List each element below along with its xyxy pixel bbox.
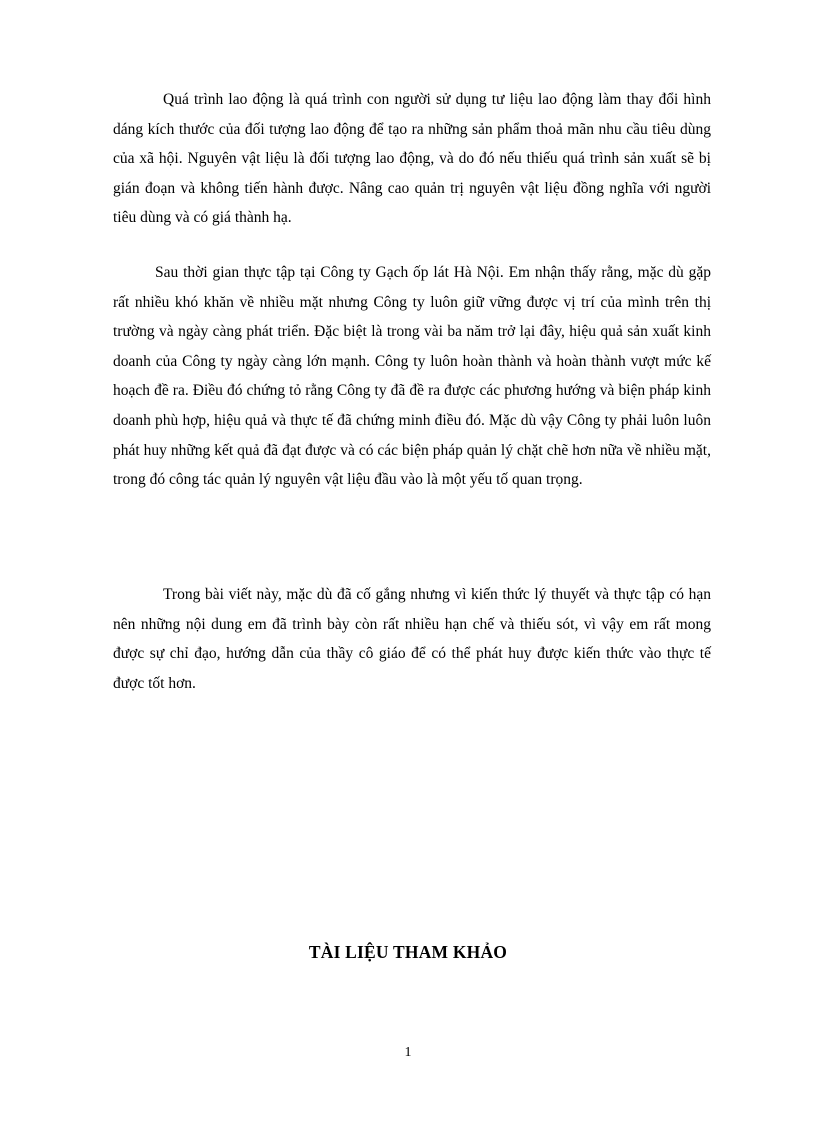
- paragraph-closing-remarks: Trong bài viết này, mặc dù đã cố gắng nhưng vì kiến thức lý thuyết và thực tập có hạn nên những nội dung em đã trình bày còn rất nhiều hạn chế và thiếu sót, vì vậy em rất mong được sự chỉ đạo, hướng dẫn của thầy cô giáo để có thể phát huy được kiến thức vào thực tế được tốt hơn.: [113, 586, 711, 692]
- page-number: 1: [404, 1045, 412, 1060]
- paragraph-labor-process: Quá trình lao động là quá trình con người sử dụng tư liệu lao động làm thay đổi hình dáng kích thước của đối tượng lao động để tạo ra những sản phẩm thoả mãn nhu cầu tiêu dùng của xã hội. Nguyên vật liệu là đối tượng lao động, và do đó nếu thiếu quá trình sản xuất sẽ bị gián đoạn và không tiến hành được. Nâng cao quản trị nguyên vật liệu đồng nghĩa với người tiêu dùng và có giá thành hạ.: [113, 91, 711, 227]
- references-heading: TÀI LIỆU THAM KHẢO: [308, 942, 508, 962]
- paragraph-internship-findings: Sau thời gian thực tập tại Công ty Gạch ốp lát Hà Nội. Em nhận thấy rằng, mặc dù gặp rất nhiều khó khăn về nhiều mặt nhưng Công ty luôn giữ vững được vị trí của mình trên thị trường và ngày càng phát triển. Đặc biệt là trong vài ba năm trở lại đây, hiệu quả sản xuất kinh doanh của Công ty ngày càng lớn mạnh. Công ty luôn hoàn thành và hoàn thành vượt mức kế hoạch đề ra. Điều đó chứng tỏ rằng Công ty đã đề ra được các phương hướng và biện pháp kinh doanh phù hợp, hiệu quả và thực tế đã chứng minh điều đó. Mặc dù vậy Công ty phải luôn luôn phát huy những kết quả đã đạt được và có các biện pháp quản lý chặt chẽ hơn nữa về nhiều mặt, trong đó công tác quản lý nguyên vật liệu đầu vào là một yếu tố quan trọng.: [113, 264, 711, 489]
